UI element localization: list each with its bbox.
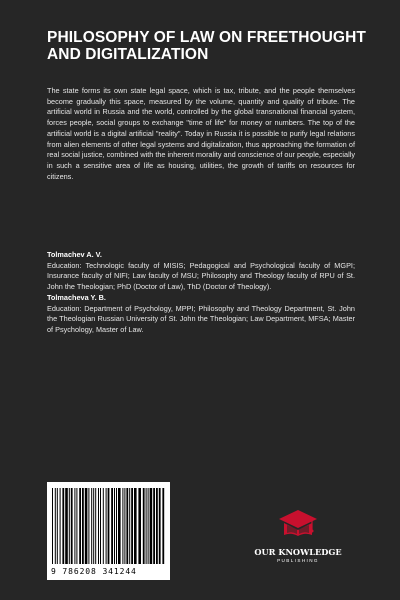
publisher-name: OUR KNOWLEDGE xyxy=(254,547,342,557)
author-name: Tolmacheva Y. B. xyxy=(47,292,106,302)
publisher-subtitle: PUBLISHING xyxy=(277,558,319,563)
book-abstract: The state forms its own state legal space, which is tax, tribute, and the people themselves become gradually this space, measured by the volume, quantity and quality of tribute. The artificial world in Russia and the world, controlled by the global transnational financial system, forces people, social groups to exchange "time of life" for money or numbers. The top of the artificial world is a digital artificial "reality". Today in Russia it is possible to purify legal relations from alien elements of other legal systems and digitalization, thus approaching the formation of real social justice, combined with the inherent morality and conscience of our people, especially in such a sensitive area of life as housing, utilities, the growth of tariffs on resources for citizens. xyxy=(47,86,355,181)
authors-section xyxy=(47,250,355,336)
book-title: PHILOSOPHY OF LAW ON FREETHOUGHT AND DIGITALIZATION xyxy=(47,29,366,63)
author-block xyxy=(47,250,355,293)
graduation-cap-hat-icon xyxy=(278,508,318,544)
author-block xyxy=(47,293,355,336)
isbn-barcode xyxy=(47,482,170,580)
author-education: Education: Technologic faculty of MISIS; Pedagogical and Psychological faculty of MGPI; Insurance faculty of NIFI; Law faculty of MSU; Philosophy and Theology faculty of RPU of St. John the Theologian; PhD (Doctor of Law), ThD (Doctor of Theology). xyxy=(47,260,355,292)
barcode-bars xyxy=(47,482,170,580)
publisher-logo xyxy=(252,508,344,570)
author-name: Tolmachev A. V. xyxy=(47,250,102,259)
barcode-digits: 9 786208 341244 xyxy=(51,567,137,576)
author-education: Education: Department of Psychology, MPPI; Philosophy and Theology Department, St. John the Theologian Russian University of St. John the Theologian; Law Department, MFSA; Master of Psychology, Master of Law. xyxy=(47,303,355,334)
